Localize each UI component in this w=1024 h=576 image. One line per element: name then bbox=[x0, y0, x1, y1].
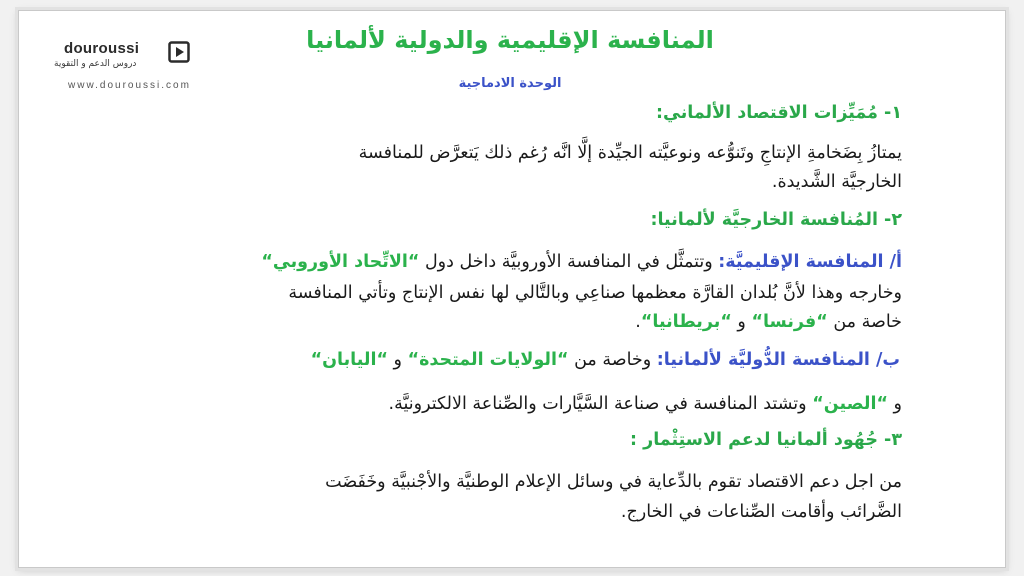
section3-line2: الضَّرائب وأقامت الصِّناعات في الخارج. bbox=[620, 502, 902, 522]
term-japan: اليابان bbox=[322, 350, 377, 370]
term-usa: الولايات المتحدة bbox=[419, 350, 557, 370]
term-china: الصين bbox=[823, 394, 877, 414]
section3-line1: من اجل دعم الاقتصاد تقوم بالدِّعاية في وسائل الإعلام الوطنيَّة والأجْنبيَّة وخَفَضَت bbox=[325, 472, 902, 492]
close-quote: “ bbox=[310, 350, 323, 370]
section2-a-line1 bbox=[60, 252, 902, 272]
brand-url: www.douroussi.com bbox=[68, 80, 191, 91]
term-france: فرنسا bbox=[762, 312, 817, 332]
section2-b-line2 bbox=[60, 394, 902, 414]
regional-competition-label: أ/ المنافسة الإقليميَّة: bbox=[718, 252, 902, 272]
play-icon bbox=[168, 41, 190, 63]
section3-heading: ٣- جُهُود ألمانيا لدعم الاستِثْمار : bbox=[630, 430, 902, 450]
open-quote: “ bbox=[376, 350, 388, 370]
open-quote: “ bbox=[407, 252, 420, 272]
b-text1: وخاصة من bbox=[574, 350, 652, 370]
open-quote: “ bbox=[816, 312, 828, 332]
brand-name: douroussi bbox=[64, 40, 140, 57]
brand-subtitle: دروس الدعم و التقوية bbox=[54, 59, 137, 69]
close-quote: “ bbox=[407, 350, 420, 370]
and-word: و bbox=[393, 350, 402, 370]
section2-heading: ٢- المُنافسة الخارجيَّة لألمانيا: bbox=[650, 210, 902, 230]
page-title: المنافسة الإقليمية والدولية لألمانيا bbox=[306, 26, 714, 54]
and-word: و bbox=[893, 394, 902, 414]
section1-line1: يمتازُ بِضَخامةِ الإنتاجِ وتَنوُّعه ونوعيَّته الجيِّدة إلَّا انَّه رُغم ذلك يَتعرَّض للمنافسة bbox=[358, 143, 902, 163]
section2-a-line2: وخارجه وهذا لأنَّ بُلدان القارَّة معظمها صناعِي وبالتَّالي لها نفس الإنتاج وتأتي المنافسة bbox=[288, 283, 902, 303]
open-quote: “ bbox=[720, 312, 732, 332]
section2-a-line3 bbox=[60, 312, 902, 332]
international-competition-label: ب/ المنافسة الدُّوليَّة لألمانيا: bbox=[656, 350, 900, 370]
section1-line2: الخارجيَّة الشَّديدة. bbox=[771, 172, 902, 192]
close-quote: “ bbox=[261, 252, 273, 272]
period: . bbox=[635, 312, 641, 332]
open-quote: “ bbox=[556, 350, 569, 370]
close-quote: “ bbox=[751, 312, 763, 332]
unit-label: الوحدة الادماجية bbox=[458, 76, 562, 91]
and-word: و bbox=[737, 312, 746, 332]
section1-heading: ١- مُمَيِّزات الاقتصاد الألماني: bbox=[655, 103, 902, 123]
b-line2-text: وتشتد المنافسة في صناعة السَّيَّارات والصِّناعة الالكترونيَّة. bbox=[388, 394, 807, 414]
close-quote: “ bbox=[812, 394, 824, 414]
term-britain: بريطانيا bbox=[652, 312, 721, 332]
open-quote: “ bbox=[876, 394, 888, 414]
close-quote: “ bbox=[640, 312, 653, 332]
regional-text: وتتمثَّل في المنافسة الأوروبيَّة داخل دول bbox=[424, 252, 713, 272]
section2-b-line1 bbox=[100, 350, 900, 370]
term-european-union: الاتِّحاد الأوروبي bbox=[272, 252, 408, 272]
a-line3-pre: خاصة من bbox=[833, 312, 902, 332]
